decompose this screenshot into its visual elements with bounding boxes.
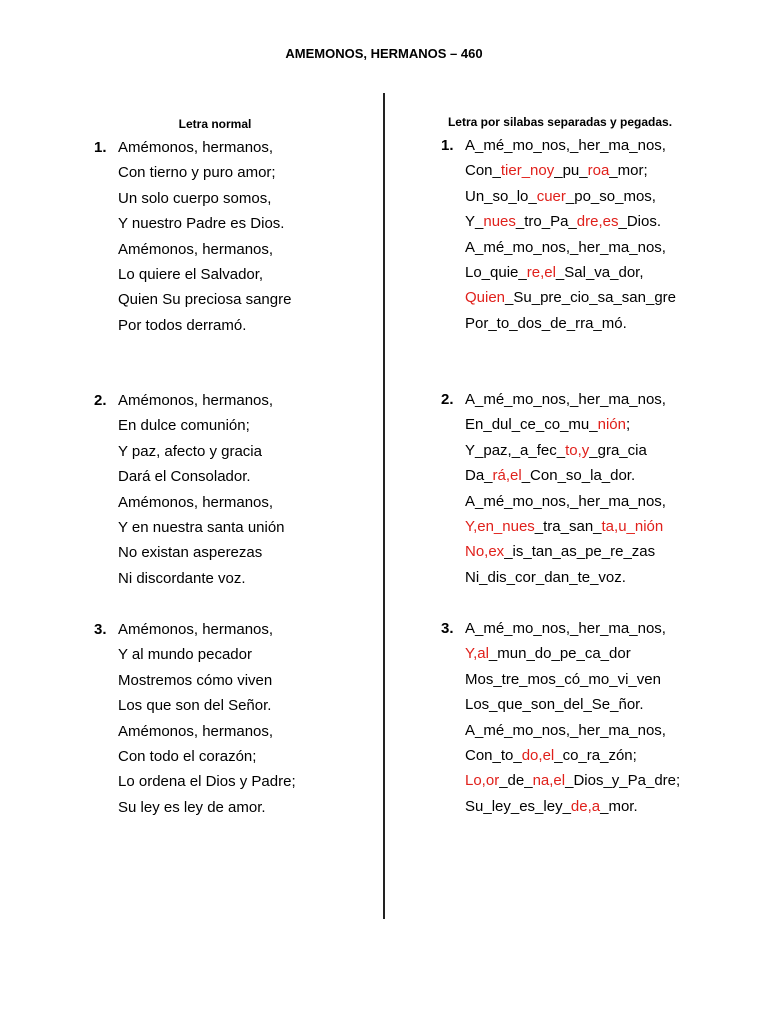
syllables: A_mé_mo_nos,_her_ma_nos, [465,620,666,637]
syllables: Da_ [465,467,493,485]
syllables: Los_que_son_del_Se_ñor. [465,696,644,714]
lyric-line: Amémonos, hermanos, [118,722,274,740]
syllables: Con_to_ [465,746,522,764]
linked-syllables: Y,al [465,645,489,663]
linked-syllables: tier_noy [500,162,555,180]
stanza-number: 3. [94,621,107,638]
lyric-line: Quien Su preciosa sangre [118,291,292,309]
lyric-line: Lo quiere el Salvador, [118,265,264,283]
lyric-line: Y en nuestra santa unión [118,518,285,536]
syllables: _Sal_va_dor, [555,263,644,281]
linked-syllables: re,el [526,263,556,281]
linked-syllables: No,ex [465,543,505,561]
lyric-line: Los que son del Señor. [118,697,272,715]
syllable-line [465,794,680,819]
syllables: _mun_do_pe_ca_dor [488,645,631,663]
syllable-line [465,743,680,768]
linked-syllables: Lo,or [465,772,500,790]
lyric-line: Por todos derramó. [118,316,247,334]
syllables: A_mé_mo_nos,_her_ma_nos, [465,238,666,256]
lyric-line: Y nuestro Padre es Dios. [118,215,285,233]
stanza-number: 1. [441,137,454,154]
page-title: AMEMONOS, HERMANOS – 460 [285,46,483,61]
syllables: ; [625,416,631,434]
syllable-line [465,285,676,310]
linked-syllables: do,el [521,746,555,764]
syllable-line [465,260,676,285]
syllables: _Dios. [618,213,662,231]
syllables: _co_ra_zón; [554,746,637,764]
syllables: Lo_quie_ [465,263,527,281]
syllable-line [465,718,680,743]
syllables: A_mé_mo_nos,_her_ma_nos, [465,721,666,739]
lyric-line: Lo ordena el Dios y Padre; [118,773,296,791]
syllable-line [465,641,680,666]
lyric-line: No existan asperezas [118,544,263,562]
linked-syllables: ta,u_nión [601,517,664,535]
syllables: Mos_tre_mos_có_mo_vi_ven [465,670,661,688]
lyric-line: Y al mundo pecador [118,646,252,664]
syllable-line [465,438,666,463]
lyric-line: Con tierno y puro amor; [118,164,276,182]
syllable-line [465,692,680,717]
syllables: Y_ [465,213,484,231]
syllables: _tra_san_ [534,517,602,535]
lyric-line: Con todo el corazón; [118,747,257,765]
syllables: A_mé_mo_nos,_her_ma_nos, [465,492,666,510]
column-divider [383,93,385,919]
syllables: _gra_cia [589,441,647,459]
lyric-line: Amémonos, hermanos, [118,139,274,156]
stanza-number: 1. [94,139,107,156]
linked-syllables: nues [483,213,516,231]
lyric-line: Mostremos cómo viven [118,671,273,689]
syllable-line [465,489,666,514]
linked-syllables: roa [587,162,610,180]
syllable-line [465,387,666,412]
syllables: _de_ [499,772,533,790]
lyric-line: Amémonos, hermanos, [118,392,274,409]
syllables: Un_so_lo_ [465,187,537,205]
syllable-line [465,565,666,590]
syllable-line [465,514,666,539]
lyric-line: Un solo cuerpo somos, [118,189,272,207]
syllables: Y_paz,_a_fec_ [465,441,566,459]
syllables: _Su_pre_cio_sa_san_gre [505,289,676,307]
linked-syllables: to,y [565,441,590,459]
syllable-lines [465,387,666,590]
syllable-line [465,412,666,437]
linked-syllables: dre,es [576,213,619,231]
syllables: _Dios_y_Pa_dre; [565,772,681,790]
syllables: _is_tan_as_pe_re_zas [504,543,656,561]
syllables: A_mé_mo_nos,_her_ma_nos, [465,137,666,154]
syllables: _tro_Pa_ [515,213,577,231]
syllable-line [465,768,680,793]
left-column-heading: Letra normal [178,117,252,131]
linked-syllables: Quien [465,289,506,307]
syllable-line [465,209,676,234]
syllable-line [465,158,676,183]
syllable-line [465,463,666,488]
syllables: _po_so_mos, [565,187,656,205]
linked-syllables: na,el [532,772,566,790]
syllables: A_mé_mo_nos,_her_ma_nos, [465,391,666,408]
linked-syllables: Y,en_nues [465,517,535,535]
syllables: _mor. [600,797,638,815]
syllables: _pu_ [554,162,588,180]
syllable-line [465,667,680,692]
linked-syllables: rá,el [492,467,522,485]
stanza-number: 3. [441,620,454,637]
stanza-lines [118,617,296,820]
stanza-number: 2. [94,392,107,409]
syllables: Por_to_dos_de_rra_mó. [465,314,627,332]
linked-syllables: de,a [570,797,601,815]
linked-syllables: nión [597,416,626,434]
lyric-line: Amémonos, hermanos, [118,621,274,638]
lyric-line: Y paz, afecto y gracia [118,442,262,460]
syllable-line [465,235,676,260]
syllable-line [465,133,676,158]
stanza-lines [118,388,285,591]
syllable-line [465,311,676,336]
lyric-line: En dulce comunión; [118,417,250,435]
syllable-lines [465,133,676,336]
syllables: _Con_so_la_dor. [521,467,636,485]
syllable-line [465,539,666,564]
stanza-lines [118,135,291,338]
lyric-line: Ni discordante voz. [118,569,246,587]
linked-syllables: cuer [536,187,566,205]
syllables: _mor; [609,162,648,180]
right-column-heading: Letra por silabas separadas y pegadas. [447,115,673,129]
lyric-line: Su ley es ley de amor. [118,798,266,816]
syllables: Con_ [465,162,501,180]
syllable-line [465,616,680,641]
lyric-line: Amémonos, hermanos, [118,493,274,511]
syllable-lines [465,616,680,819]
lyric-line: Dará el Consolador. [118,468,251,486]
lyric-line: Amémonos, hermanos, [118,240,274,258]
syllable-line [465,184,676,209]
stanza-number: 2. [441,391,454,408]
syllables: Su_ley_es_ley_ [465,797,571,815]
syllables: Ni_dis_cor_dan_te_voz. [465,568,626,586]
syllables: En_dul_ce_co_mu_ [465,416,598,434]
